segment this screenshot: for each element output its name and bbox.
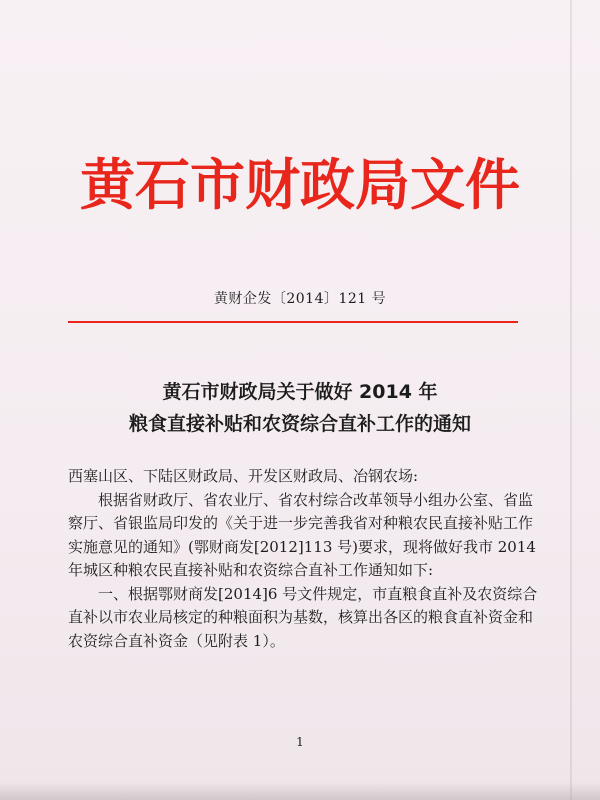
notice-title [0,376,600,440]
notice-title-line2: 粮食直接补贴和农资综合直补工作的通知 [128,413,471,435]
page-number: 1 [296,735,304,749]
paragraph-item-1: 一、根据鄂财商发[2014]6 号文件规定，市直粮食直补及农资综合直补以市农业局核定的种粮面积为基数，核算出各区的粮食直补资金和农资综合直补资金（见附表 1）。 [68,584,538,650]
recipients-line: 西塞山区、下陆区财政局、开发区财政局、冶钢农场: [68,467,419,485]
paragraph-intro: 根据省财政厅、省农业厅、省农村综合改革领导小组办公室、省监察厅、省银监局印发的《关于进一步完善我省对种粮农民直接补贴工作实施意见的通知》(鄂财商发[2012]113 号)要求，现将做好我市 2014 年城区种粮农民直接补贴和农资综合直补工作通知如下: [68,490,536,579]
notice-title-line1: 黄石市财政局关于做好 2014 年 [162,381,438,403]
document-masthead: 黄石市财政局文件 [79,152,520,217]
document-number: 黄财企发〔2014〕121 号 [213,291,387,307]
paper-bottom-edge [0,782,600,800]
red-divider-line [68,321,518,323]
notice-body [68,465,538,653]
